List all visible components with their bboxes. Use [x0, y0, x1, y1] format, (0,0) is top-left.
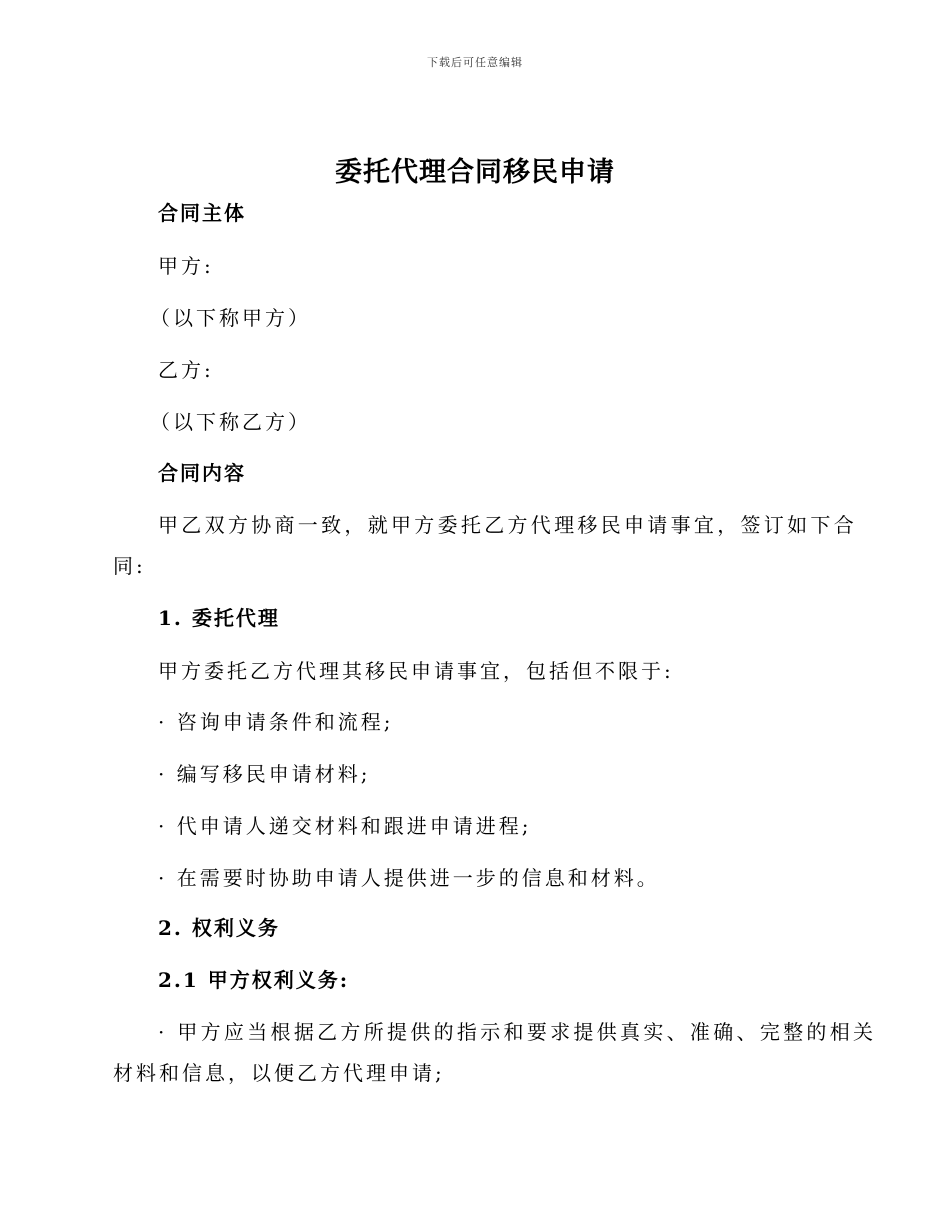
party-b-label: 乙方:	[158, 358, 214, 382]
parties-heading: 合同主体	[158, 201, 246, 225]
header-note: 下载后可任意编辑	[427, 56, 523, 69]
section-1-text: 甲方委托乙方代理其移民申请事宜，包括但不限于:	[158, 659, 674, 683]
section-2-1-heading: 2.1 甲方权利义务:	[158, 968, 350, 992]
party-a-label: 甲方:	[158, 254, 214, 278]
party-a-alias: （以下称甲方）	[150, 306, 311, 330]
intro-line-2: 同:	[113, 554, 146, 578]
list-item: · 编写移民申请材料;	[158, 762, 371, 786]
list-item: · 咨询申请条件和流程;	[158, 710, 394, 734]
intro-line-1: 甲乙双方协商一致，就甲方委托乙方代理移民申请事宜，签订如下合	[158, 513, 857, 537]
party-b-alias: （以下称乙方）	[150, 410, 311, 434]
section-1-heading: 1. 委托代理	[158, 606, 280, 630]
section-2-1-item-line-2: 材料和信息，以便乙方代理申请;	[113, 1061, 445, 1085]
section-2-heading: 2. 权利义务	[158, 916, 280, 940]
content-heading: 合同内容	[158, 461, 246, 485]
document-title: 委托代理合同移民申请	[335, 157, 615, 188]
section-2-1-item-line-1: · 甲方应当根据乙方所提供的指示和要求提供真实、准确、完整的相关	[158, 1020, 877, 1044]
list-item: · 代申请人递交材料和跟进申请进程;	[158, 814, 532, 838]
list-item: · 在需要时协助申请人提供进一步的信息和材料。	[158, 866, 660, 890]
